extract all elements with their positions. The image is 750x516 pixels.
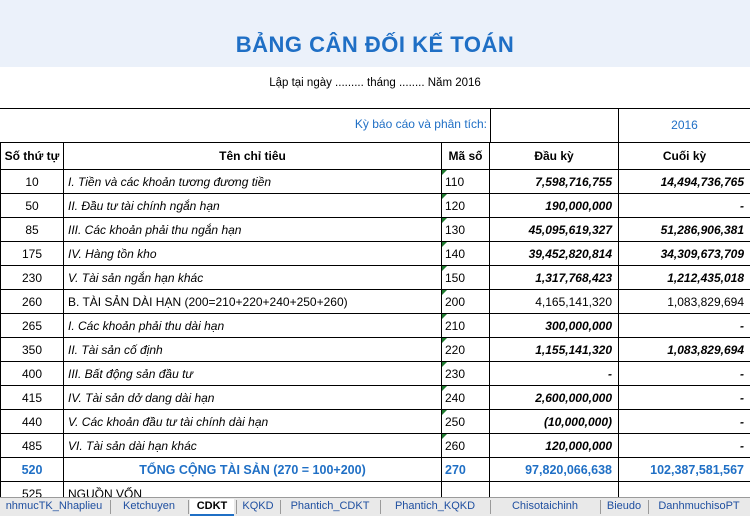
header-name[interactable]: Tên chỉ tiêu [64,143,442,170]
period-label: Kỳ báo cáo và phân tích: [355,117,487,131]
cell-name[interactable]: V. Tài sản ngắn hạn khác [64,266,442,290]
cell-code[interactable]: 240 [442,386,490,410]
cell-name[interactable]: NGUỒN VỐN [64,482,442,498]
cell-end[interactable]: 102,387,581,567 [619,458,750,482]
cell-name[interactable]: III. Bất động sản đầu tư [64,362,442,386]
cell-name[interactable]: VI. Tài sản dài hạn khác [64,434,442,458]
cell-end[interactable]: - [619,434,750,458]
tab-separator [490,500,491,514]
gridline [490,108,491,142]
cell-stt[interactable]: 85 [1,218,64,242]
cell-name[interactable]: I. Các khoản phải thu dài hạn [64,314,442,338]
cell-stt[interactable]: 520 [1,458,64,482]
cell-code[interactable]: 260 [442,434,490,458]
cell-end[interactable]: 34,309,673,709 [619,242,750,266]
table-row [1,314,750,338]
cell-name[interactable]: II. Tài sản cố định [64,338,442,362]
report-title: BẢNG CÂN ĐỐI KẾ TOÁN [0,32,750,58]
header-end[interactable]: Cuối kỳ [619,143,750,170]
table-row [1,290,750,314]
sheet-tab-bar [0,497,750,516]
cell-begin[interactable]: 45,095,619,327 [490,218,619,242]
header-stt[interactable]: Số thứ tự [1,143,64,170]
cell-begin[interactable]: 7,598,716,755 [490,170,619,194]
sheet-tab-phantich-cdkt[interactable]: Phantich_CDKT [282,499,378,514]
sheet-tab-bieudo[interactable]: Bieudo [602,499,646,514]
cell-begin[interactable]: 300,000,000 [490,314,619,338]
cell-stt[interactable]: 265 [1,314,64,338]
cell-end[interactable]: 1,083,829,694 [619,338,750,362]
cell-stt[interactable]: 415 [1,386,64,410]
cell-end[interactable]: - [619,194,750,218]
sheet-tab-danhmuchisopt[interactable]: DanhmuchisoPT [650,499,748,514]
cell-code[interactable]: 140 [442,242,490,266]
cell-code[interactable]: 270 [442,458,490,482]
cell-begin[interactable]: 190,000,000 [490,194,619,218]
table-row [1,386,750,410]
cell-stt[interactable]: 175 [1,242,64,266]
sheet-tab-ketchuyen[interactable]: Ketchuyen [112,499,186,514]
gridline [618,108,619,142]
cell-begin[interactable]: 1,317,768,423 [490,266,619,290]
cell-end[interactable]: 1,083,829,694 [619,290,750,314]
cell-stt[interactable]: 400 [1,362,64,386]
period-row [0,108,750,142]
cell-stt[interactable]: 485 [1,434,64,458]
table-row [1,218,750,242]
tab-separator [648,500,649,514]
cell-end[interactable]: 51,286,906,381 [619,218,750,242]
header-code[interactable]: Mã số [442,143,490,170]
cell-code[interactable]: 250 [442,410,490,434]
sheet-tab-phantich-kqkd[interactable]: Phantich_KQKD [382,499,488,514]
cell-code[interactable]: 110 [442,170,490,194]
cell-stt[interactable]: 230 [1,266,64,290]
table-row [1,266,750,290]
cell-name[interactable]: IV. Tài sản dở dang dài hạn [64,386,442,410]
cell-stt[interactable]: 260 [1,290,64,314]
cell-name[interactable]: IV. Hàng tồn kho [64,242,442,266]
cell-stt[interactable]: 525 [1,482,64,498]
cell-stt[interactable]: 10 [1,170,64,194]
cell-code[interactable]: 120 [442,194,490,218]
table-row [1,170,750,194]
cell-code[interactable]: 230 [442,362,490,386]
cell-begin[interactable]: 39,452,820,814 [490,242,619,266]
cell-stt[interactable]: 440 [1,410,64,434]
table-row [1,242,750,266]
sheet-tab-cdkt[interactable]: CDKT [190,499,234,516]
cell-end[interactable]: - [619,410,750,434]
tab-separator [188,500,189,514]
sheet-tab-nhmuctk-nhaplieu[interactable]: nhmucTK_Nhaplieu [0,499,108,514]
cell-begin[interactable]: - [490,362,619,386]
cell-name[interactable]: B. TÀI SẢN DÀI HẠN (200=210+220+240+250+260) [64,290,442,314]
cell-code[interactable]: 200 [442,290,490,314]
table-row [1,338,750,362]
tab-separator [380,500,381,514]
gridline [0,108,750,109]
cell-begin[interactable]: (10,000,000) [490,410,619,434]
cell-end[interactable]: - [619,362,750,386]
cell-begin[interactable]: 120,000,000 [490,434,619,458]
table-row [1,434,750,458]
table-row [1,458,750,482]
period-year-cell[interactable]: 2016 [619,118,750,132]
cell-end[interactable]: 1,212,435,018 [619,266,750,290]
cell-begin[interactable]: 2,600,000,000 [490,386,619,410]
cell-stt[interactable]: 350 [1,338,64,362]
cell-code[interactable] [442,482,490,498]
header-begin[interactable]: Đầu kỳ [490,143,619,170]
cell-name[interactable]: I. Tiền và các khoản tương đương tiền [64,170,442,194]
cell-name[interactable]: TỔNG CỘNG TÀI SẢN (270 = 100+200) [64,458,442,482]
balance-sheet-table [0,142,750,497]
cell-begin[interactable]: 97,820,066,638 [490,458,619,482]
table-row [1,362,750,386]
table-row [1,410,750,434]
cell-begin[interactable]: 4,165,141,320 [490,290,619,314]
cell-end[interactable]: 14,494,736,765 [619,170,750,194]
table-row [1,482,750,498]
sheet-tab-chisotaichinh[interactable]: Chisotaichinh [492,499,598,514]
tab-separator [236,500,237,514]
cell-begin[interactable] [490,482,619,498]
table-row [1,194,750,218]
cell-code[interactable]: 220 [442,338,490,362]
tab-separator [600,500,601,514]
cell-name[interactable]: II. Đầu tư tài chính ngắn hạn [64,194,442,218]
tab-separator [110,500,111,514]
cell-begin[interactable]: 1,155,141,320 [490,338,619,362]
cell-code[interactable]: 150 [442,266,490,290]
cell-end[interactable]: - [619,386,750,410]
cell-end[interactable] [619,482,750,498]
cell-code[interactable]: 210 [442,314,490,338]
cell-end[interactable]: - [619,314,750,338]
cell-code[interactable]: 130 [442,218,490,242]
cell-stt[interactable]: 50 [1,194,64,218]
report-subtitle: Lập tại ngày ......... tháng ........ Năm 2016 [0,77,750,89]
cell-name[interactable]: III. Các khoản phải thu ngắn hạn [64,218,442,242]
tab-separator [280,500,281,514]
cell-name[interactable]: V. Các khoản đầu tư tài chính dài hạn [64,410,442,434]
table-header-row [1,143,750,170]
sheet-tab-kqkd[interactable]: KQKD [238,499,278,514]
